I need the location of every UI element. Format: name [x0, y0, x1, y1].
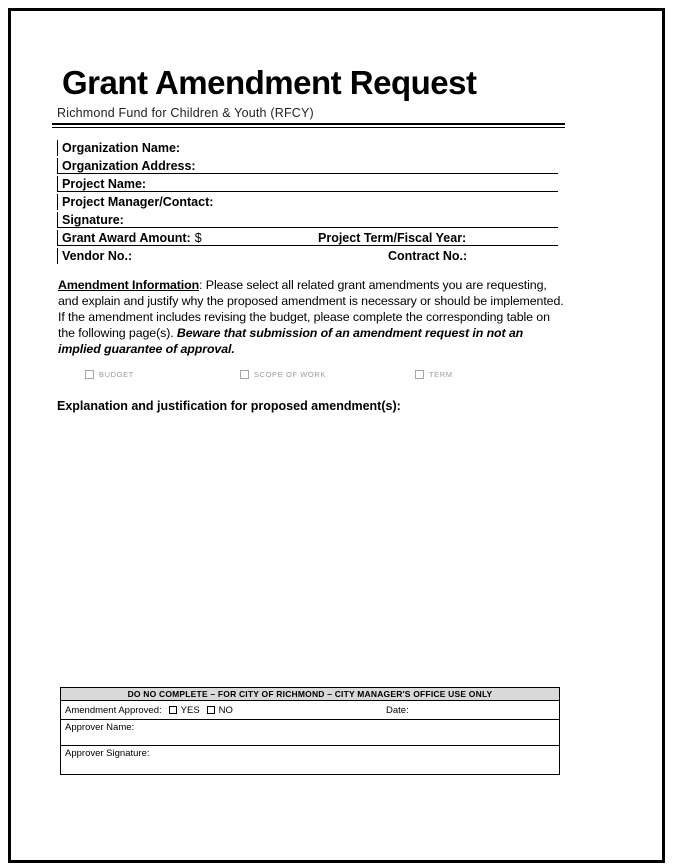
page-subtitle: Richmond Fund for Children & Youth (RFCY) — [57, 106, 314, 120]
amendment-approved-label: Amendment Approved: — [65, 704, 162, 716]
budget-checkbox[interactable] — [85, 370, 134, 379]
project-manager-row — [57, 194, 558, 210]
approver-name-row — [61, 720, 559, 746]
checkbox-icon[interactable] — [85, 370, 94, 379]
project-name-label: Project Name: — [62, 177, 147, 191]
approver-signature-row — [61, 746, 559, 774]
approved-no-checkbox[interactable] — [207, 705, 233, 716]
approved-yes-label: YES — [180, 704, 200, 716]
amendment-information-heading: Amendment Information — [58, 278, 200, 292]
amendment-information-body: : Please select all related grant amendments you are requesting, and explain and justify why the proposed amendment is necessary or should be implemented. If the amendment includes revising the budget, please complete the corresponding table on the following page(s). — [58, 278, 564, 340]
explanation-text-area[interactable] — [57, 420, 562, 680]
approver-name-label: Approver Name: — [65, 722, 135, 733]
project-manager-input[interactable] — [213, 195, 558, 208]
amendment-warning-text: Beware that submission of an amendment request in not an implied guarantee of approval. — [58, 326, 524, 356]
organization-address-row — [57, 158, 558, 174]
project-name-row — [57, 176, 558, 192]
explanation-heading: Explanation and justification for proposed amendment(s): — [57, 399, 401, 413]
vendor-row — [57, 248, 558, 264]
organization-address-input[interactable] — [196, 159, 558, 172]
project-manager-label: Project Manager/Contact: — [62, 195, 214, 209]
signature-label: Signature: — [62, 213, 124, 227]
office-use-header: DO NO COMPLETE – FOR CITY OF RICHMOND – CITY MANAGER'S OFFICE USE ONLY — [61, 688, 559, 701]
date-label: Date: — [386, 704, 409, 716]
scope-of-work-checkbox-label: SCOPE OF WORK — [254, 370, 326, 379]
organization-name-input[interactable] — [180, 141, 558, 154]
dollar-sign: $ — [194, 231, 202, 245]
term-checkbox[interactable] — [415, 370, 453, 379]
organization-address-label: Organization Address: — [62, 159, 196, 173]
approved-no-label: NO — [218, 704, 233, 716]
grant-award-row — [57, 230, 558, 246]
checkbox-icon[interactable] — [169, 706, 177, 714]
grant-form-fields — [57, 140, 558, 266]
contract-no-label: Contract No.: — [388, 249, 468, 263]
project-term-label: Project Term/Fiscal Year: — [318, 231, 467, 245]
date-input[interactable] — [409, 704, 529, 717]
project-name-input[interactable] — [146, 177, 558, 190]
approved-yes-checkbox[interactable] — [169, 705, 200, 716]
signature-row — [57, 212, 558, 228]
organization-name-label: Organization Name: — [62, 141, 181, 155]
approver-signature-input[interactable] — [65, 759, 555, 769]
vendor-no-input[interactable] — [132, 249, 558, 262]
office-use-table — [60, 687, 560, 775]
date-field — [386, 701, 529, 719]
title-divider — [52, 123, 565, 128]
vendor-no-label: Vendor No.: — [62, 249, 133, 263]
organization-name-row — [57, 140, 558, 156]
amendment-information-paragraph — [58, 277, 565, 357]
amendment-approved-row — [61, 701, 559, 720]
signature-input[interactable] — [124, 213, 558, 226]
scope-of-work-checkbox[interactable] — [240, 370, 326, 379]
page-title: Grant Amendment Request — [62, 64, 477, 101]
checkbox-icon[interactable] — [415, 370, 424, 379]
term-checkbox-label: TERM — [429, 370, 453, 379]
approver-name-input[interactable] — [65, 733, 555, 743]
grant-award-label: Grant Award Amount: — [62, 231, 191, 245]
checkbox-icon[interactable] — [207, 706, 215, 714]
amendment-type-checkboxes — [0, 370, 673, 384]
approver-signature-label: Approver Signature: — [65, 748, 150, 759]
budget-checkbox-label: BUDGET — [99, 370, 134, 379]
checkbox-icon[interactable] — [240, 370, 249, 379]
